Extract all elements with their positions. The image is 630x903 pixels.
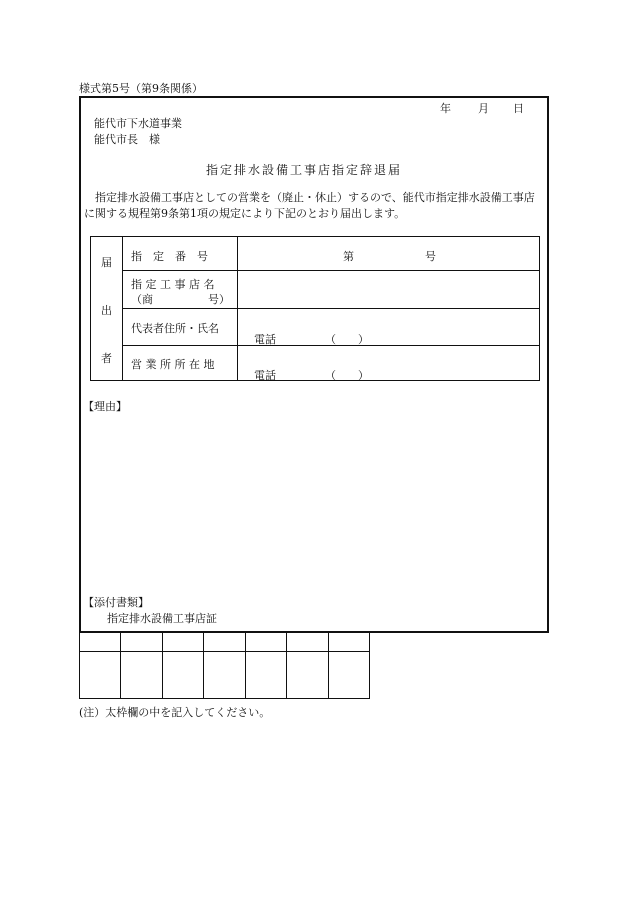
addressee-line2: 能代市長 様 [94,133,160,146]
row-value-dai: 第 [343,250,354,263]
body-line-2: に関する規程第9条第1項の規定により下記のとおり届出します。 [84,207,406,220]
row-label-trade-name: （商 号） [131,293,230,306]
addressee-line1: 能代市下水道事業 [94,117,182,130]
row-label-office: 営 業 所 所 在 地 [131,358,215,371]
row-label-representative: 代表者住所・氏名 [131,322,219,335]
side-label-3: 者 [101,352,112,365]
row-phone-1: 電話 [254,333,276,346]
document-title: 指定排水設備工事店指定辞退届 [206,163,403,177]
date-month: 月 [478,102,489,115]
date-day: 日 [513,102,524,115]
row-value-go: 号 [425,250,436,263]
reason-label: 【理由】 [83,400,127,413]
row-label-shop-name: 指 定 工 事 店 名 [131,278,215,291]
attachments-label: 【添付書類】 [83,596,149,609]
footnote: (注）太枠欄の中を記入してください。 [79,706,271,719]
row-phone-paren-1: （ ） [325,333,369,346]
row-label-number: 指 定 番 号 [131,250,208,263]
attachment-item: 指定排水設備工事店証 [107,612,217,625]
side-label-2: 出 [101,304,112,317]
side-label-1: 届 [101,256,112,269]
row-phone-paren-2: （ ） [325,369,369,382]
form-number: 様式第5号（第9条関係） [79,82,203,95]
date-year: 年 [440,102,451,115]
row-phone-2: 電話 [254,369,276,382]
body-line-1: 指定排水設備工事店としての営業を（廃止・休止）するので、能代市指定排水設備工事店 [95,191,535,204]
